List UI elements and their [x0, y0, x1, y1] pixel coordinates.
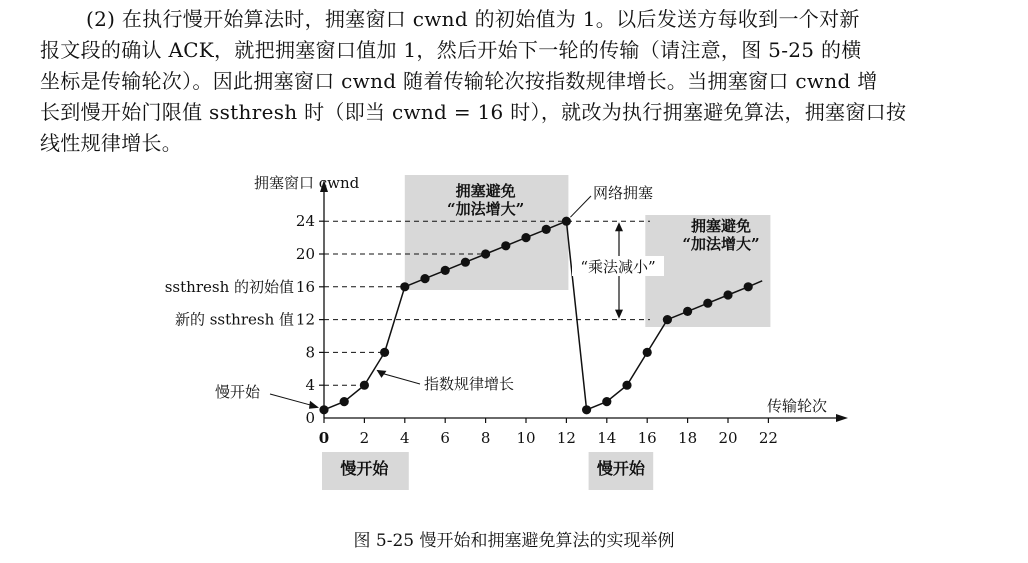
- data-point: [380, 348, 389, 357]
- data-point: [400, 282, 409, 291]
- pointer-line: [380, 373, 420, 384]
- arrowhead: [309, 401, 319, 409]
- data-point: [340, 397, 349, 406]
- data-point: [501, 241, 510, 250]
- data-point: [420, 274, 429, 283]
- y-tick-label: 4: [305, 376, 315, 395]
- data-point: [360, 381, 369, 390]
- x-tick-label: 2: [359, 429, 370, 447]
- slow-start-label: 慢开始: [215, 383, 261, 401]
- data-point: [461, 258, 470, 267]
- x-tick-label: 6: [440, 429, 450, 447]
- x-axis-title: 传输轮次: [767, 397, 828, 415]
- x-tick-label: 12: [556, 429, 576, 447]
- arrowhead: [615, 310, 623, 319]
- data-point: [542, 225, 551, 234]
- x-tick-label: 10: [516, 429, 536, 447]
- multiplicative-decrease-label: “乘法减小”: [580, 258, 656, 276]
- paragraph-line: 坐标是传输轮次）。因此拥塞窗口 cwnd 随着传输轮次按指数规律增长。当拥塞窗口 cwnd 增: [40, 69, 878, 93]
- data-point: [643, 348, 652, 357]
- data-point: [622, 381, 631, 390]
- data-point: [521, 233, 530, 242]
- x-tick-label: 8: [480, 429, 491, 447]
- x-tick-label: 22: [758, 429, 778, 447]
- y-tick-label: 16: [295, 277, 315, 296]
- region-label: 拥塞避免: [455, 182, 516, 200]
- data-point: [663, 315, 672, 324]
- y-tick-label: 24: [295, 212, 315, 231]
- data-point: [481, 249, 490, 258]
- data-point: [744, 282, 753, 291]
- region-label: 慢开始: [340, 459, 389, 478]
- data-point: [683, 307, 692, 316]
- exponential-growth-label: 指数规律增长: [424, 375, 515, 393]
- arrowhead: [615, 222, 623, 231]
- x-tick-label: 4: [400, 429, 410, 447]
- data-point: [441, 266, 450, 275]
- data-point: [582, 405, 591, 414]
- data-point: [319, 405, 328, 414]
- paragraph-line: 线性规律增长。: [40, 131, 183, 155]
- y-tick-label: 12: [295, 310, 315, 329]
- x-tick-label: 14: [597, 429, 617, 447]
- data-point: [562, 217, 571, 226]
- pointer-line: [570, 196, 591, 217]
- paragraph-line: (2) 在执行慢开始算法时，拥塞窗口 cwnd 的初始值为 1。以后发送方每收到一个对新: [86, 7, 860, 31]
- x-tick-label: 18: [678, 429, 698, 447]
- data-point: [723, 290, 732, 299]
- data-point: [602, 397, 611, 406]
- paragraph-line: 报文段的确认 ACK，就把拥塞窗口值加 1，然后开始下一轮的传输（请注意，图 5-25 的横: [40, 38, 862, 62]
- y-tick-label: 20: [295, 245, 315, 263]
- data-point: [703, 299, 712, 308]
- y-tick-label: 0: [305, 409, 315, 427]
- region-label: 慢开始: [596, 459, 645, 478]
- network-congestion-label: 网络拥塞: [593, 184, 654, 202]
- region-label: “加法增大”: [446, 200, 525, 218]
- x-tick-label: 16: [637, 429, 657, 447]
- x-axis-arrow: [836, 414, 848, 422]
- y-annotation-label: 新的 ssthresh 值: [174, 310, 294, 329]
- region-label: “加法增大”: [682, 235, 760, 253]
- y-annotation-label: ssthresh 的初始值: [164, 277, 294, 296]
- figure-caption: 图 5-25 慢开始和拥塞避免算法的实现举例: [353, 531, 675, 551]
- x-tick-label: 0: [318, 429, 330, 447]
- paragraph-line: 长到慢开始门限值 ssthresh 时（即当 cwnd = 16 时），就改为执行拥塞避免算法，拥塞窗口按: [40, 100, 907, 124]
- x-tick-label: 20: [718, 429, 738, 447]
- y-axis-title: 拥塞窗口 cwnd: [254, 174, 360, 192]
- y-tick-label: 8: [305, 343, 315, 362]
- region-label: 拥塞避免: [690, 217, 752, 235]
